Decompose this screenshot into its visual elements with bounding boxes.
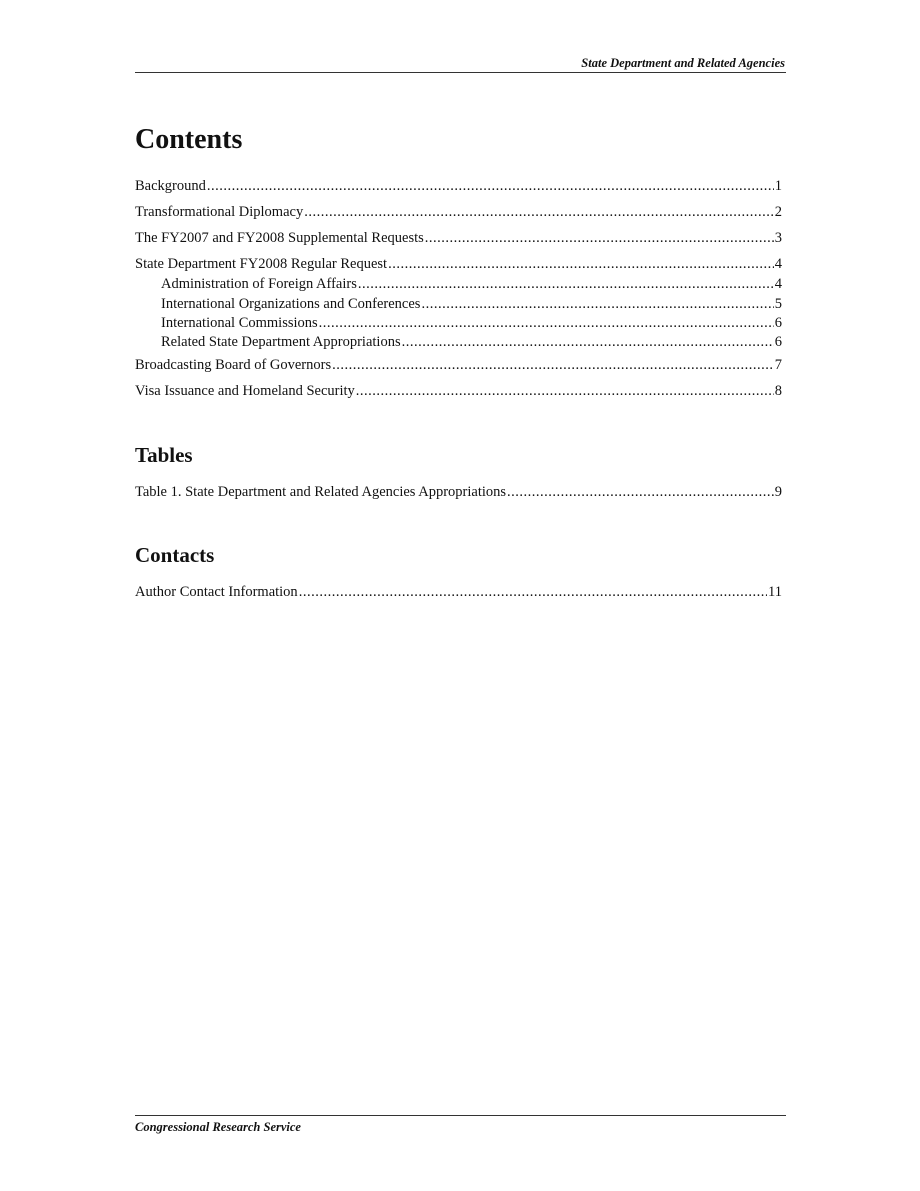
toc-leader-dots — [358, 275, 774, 293]
toc-page-number: 8 — [774, 383, 782, 399]
header-rule — [135, 72, 786, 73]
toc-entry-label: Background — [135, 178, 206, 194]
toc-entry-related-appropriations[interactable] — [161, 333, 782, 351]
toc-entry-transformational-diplomacy[interactable] — [135, 203, 782, 221]
toc-page-number: 1 — [774, 178, 782, 194]
toc-page-number: 3 — [774, 230, 782, 246]
toc-leader-dots — [319, 314, 774, 332]
toc-entry-label: Related State Department Appropriations — [161, 334, 401, 350]
footer-text: Congressional Research Service — [135, 1120, 301, 1134]
toc-leader-dots — [356, 382, 774, 400]
toc-entry-label: International Organizations and Conferences — [161, 296, 421, 312]
toc-page-number: 7 — [774, 357, 782, 373]
toc-page-number: 11 — [768, 584, 782, 600]
toc-leader-dots — [402, 333, 774, 351]
toc-page-number: 4 — [774, 276, 782, 292]
toc-leader-dots — [507, 483, 774, 501]
toc-entry-background[interactable] — [135, 177, 782, 195]
toc-entry-administration-foreign-affairs[interactable] — [161, 275, 782, 293]
toc-page-number: 5 — [774, 296, 782, 312]
toc-leader-dots — [388, 255, 774, 273]
toc-page-number: 6 — [774, 334, 782, 350]
toc-page-number: 6 — [774, 315, 782, 331]
toc-entry-label: The FY2007 and FY2008 Supplemental Requests — [135, 230, 424, 246]
toc-entry-label: International Commissions — [161, 315, 318, 331]
toc-leader-dots — [332, 356, 774, 374]
toc-leader-dots — [304, 203, 774, 221]
footer-rule — [135, 1115, 786, 1116]
toc-entry-label: Author Contact Information — [135, 584, 298, 600]
running-head: State Department and Related Agencies — [581, 56, 785, 70]
toc-leader-dots — [425, 229, 774, 247]
toc-entry-table-1[interactable] — [135, 483, 782, 501]
tables-heading: Tables — [135, 443, 193, 467]
toc-leader-dots — [421, 295, 773, 313]
toc-leader-dots — [207, 177, 774, 195]
toc-entry-label: Transformational Diplomacy — [135, 204, 304, 220]
toc-entry-label: Visa Issuance and Homeland Security — [135, 383, 355, 399]
toc-entry-regular-request[interactable] — [135, 255, 782, 273]
toc-entry-label: Table 1. State Department and Related Agencies Appropriations — [135, 484, 507, 500]
contents-heading: Contents — [135, 124, 243, 155]
toc-entry-label: State Department FY2008 Regular Request — [135, 256, 388, 272]
toc-entry-international-organizations[interactable] — [161, 295, 782, 313]
toc-page-number: 9 — [774, 484, 782, 500]
contacts-heading: Contacts — [135, 543, 215, 567]
toc-entry-broadcasting-board[interactable] — [135, 356, 782, 374]
toc-entry-visa-issuance[interactable] — [135, 382, 782, 400]
toc-page-number: 2 — [774, 204, 782, 220]
toc-entry-author-contact[interactable] — [135, 583, 782, 601]
toc-entry-label: Broadcasting Board of Governors — [135, 357, 332, 373]
toc-leader-dots — [299, 583, 767, 601]
toc-entry-label: Administration of Foreign Affairs — [161, 276, 357, 292]
toc-entry-supplemental-requests[interactable] — [135, 229, 782, 247]
toc-entry-international-commissions[interactable] — [161, 314, 782, 332]
toc-page-number: 4 — [774, 256, 782, 272]
